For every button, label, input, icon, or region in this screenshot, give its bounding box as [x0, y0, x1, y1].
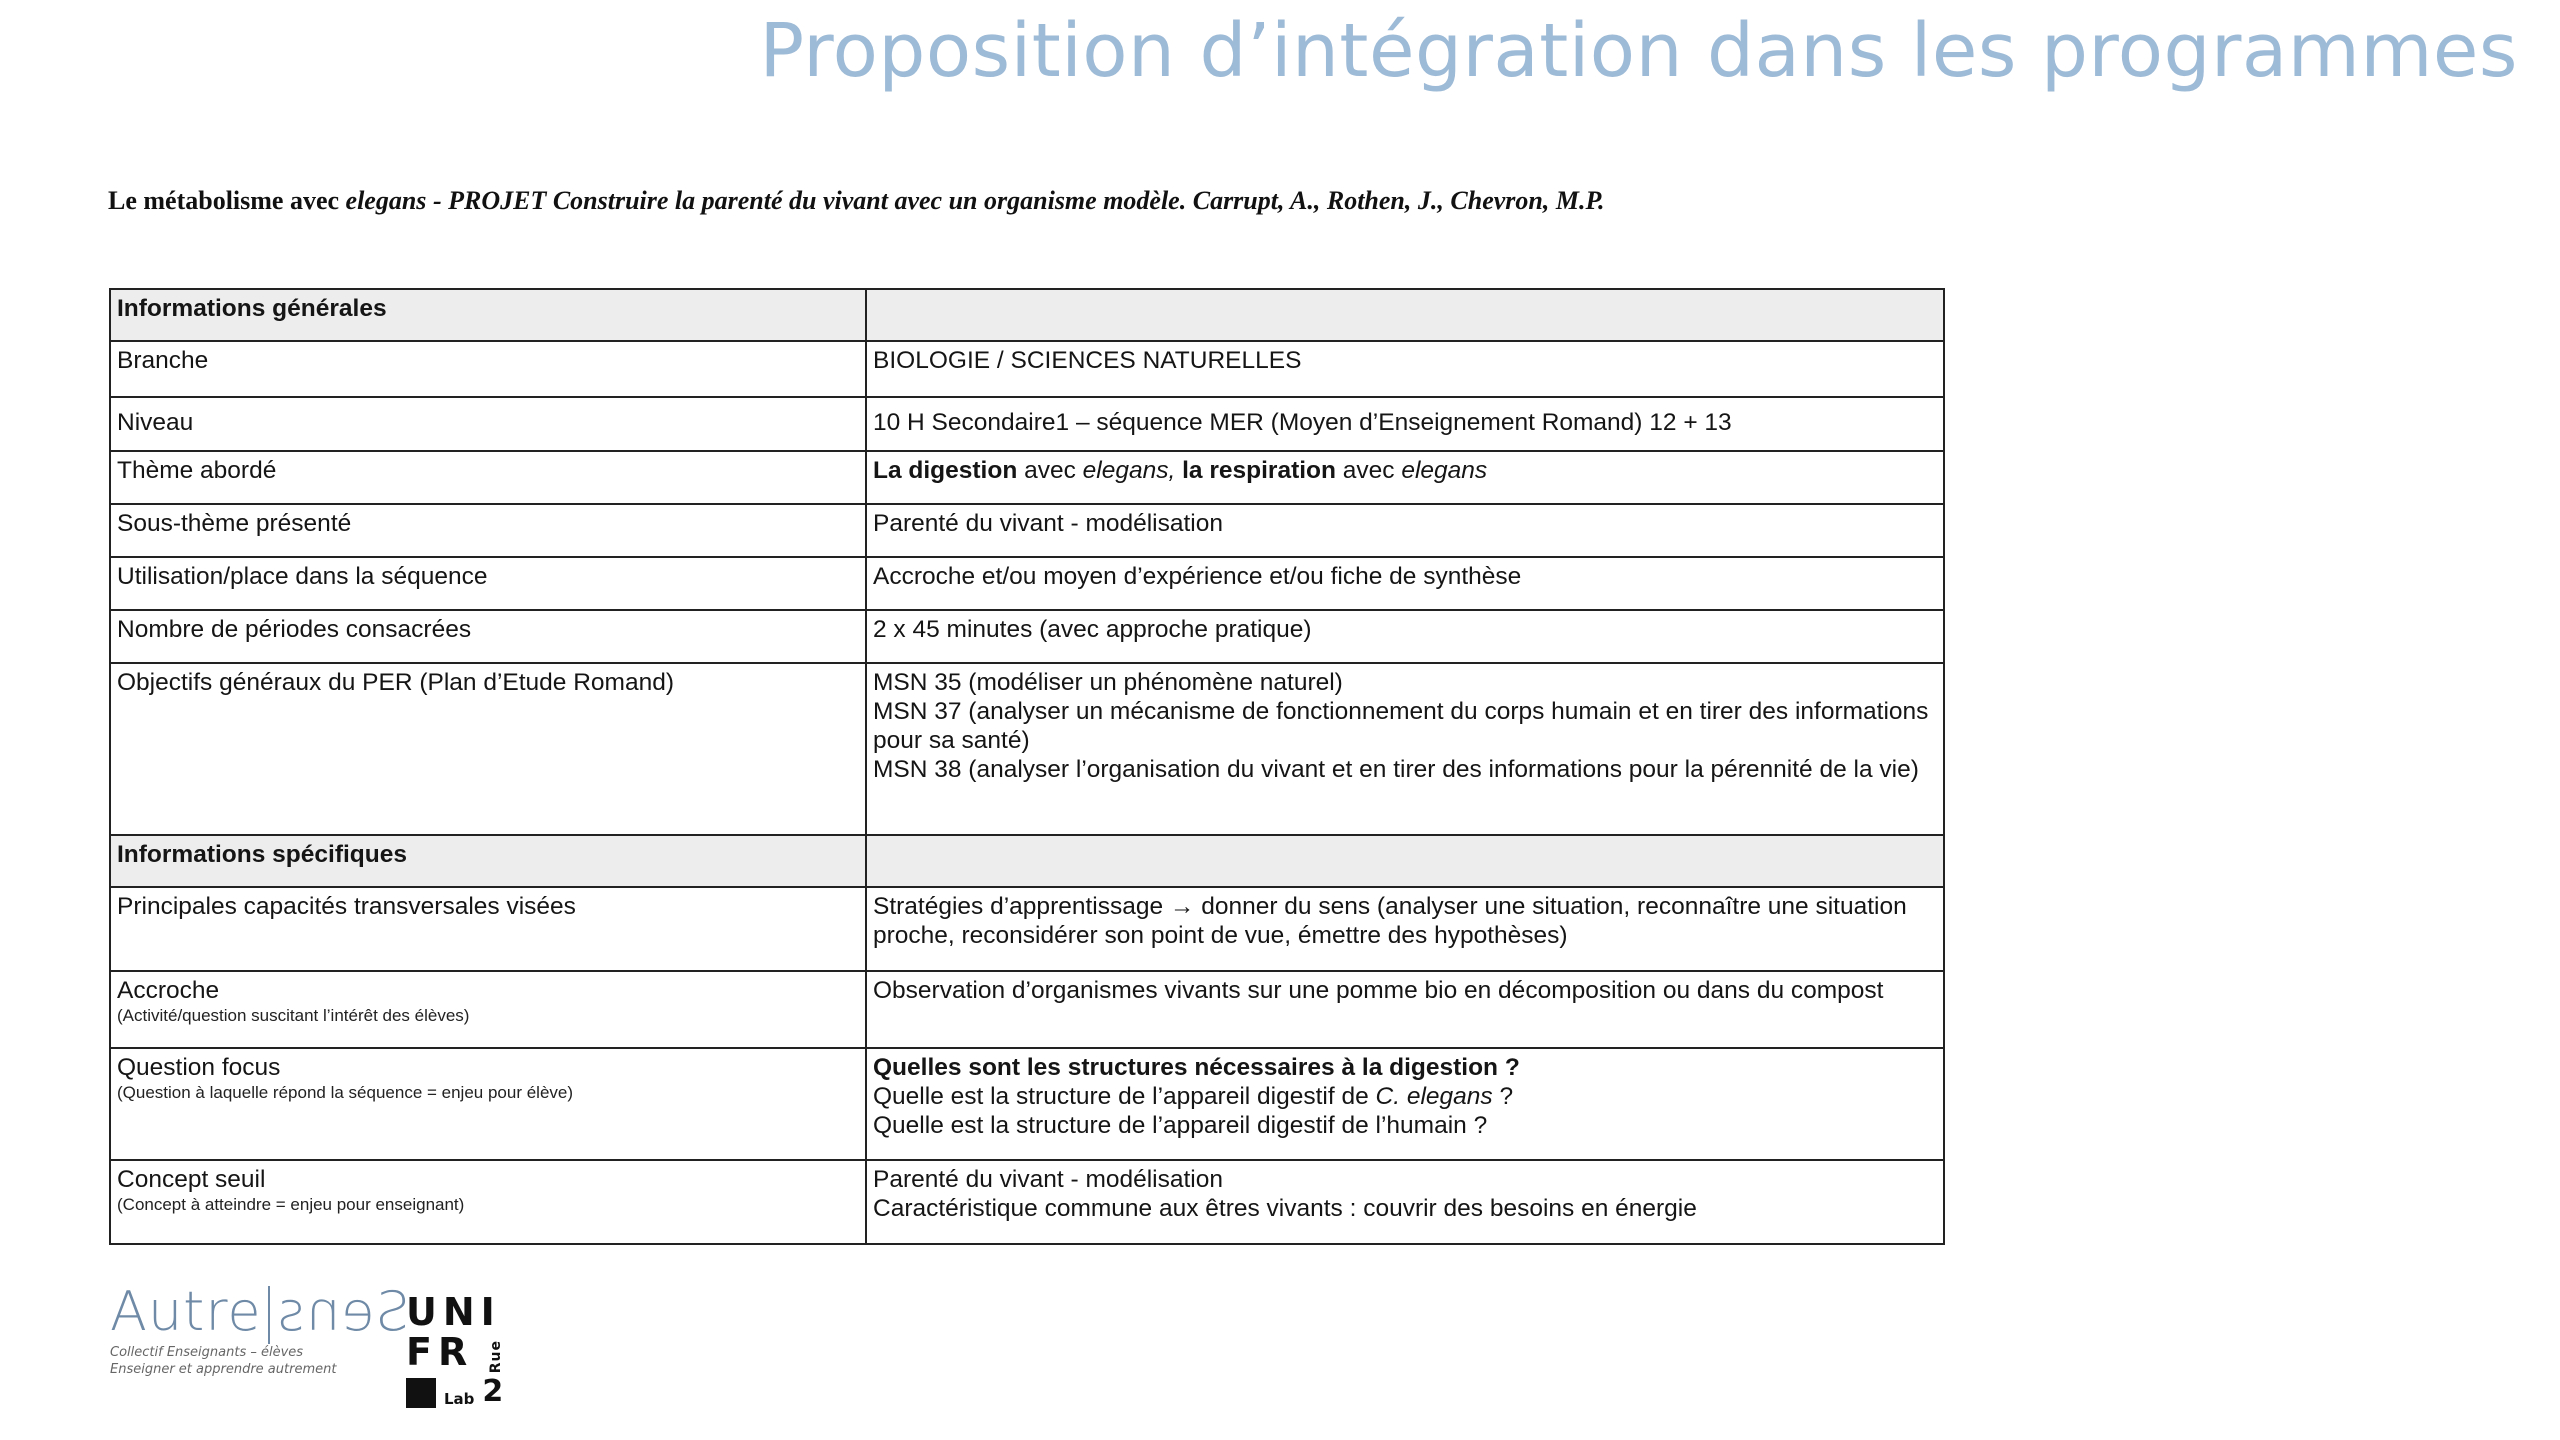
question-line-2b: C. elegans: [1375, 1083, 1493, 1110]
objectif-line: MSN 37 (analyser un mécanisme de fonctionnement du corps humain et en tirer des informations pour sa santé): [873, 698, 1929, 754]
table-row: [110, 663, 1944, 835]
section-header-empty: [866, 289, 1944, 341]
value-concept: [866, 1160, 1944, 1244]
theme-elegans-1: elegans,: [1082, 457, 1176, 484]
concept-subtitle: (Concept à atteindre = enjeu pour enseignant): [117, 1195, 465, 1214]
table-row: [110, 887, 1944, 971]
theme-avec-2: avec: [1335, 457, 1402, 484]
value-theme: [866, 451, 1944, 504]
table-row: [110, 1048, 1944, 1160]
question-line-1: Quelles sont les structures nécessaires à la digestion ?: [873, 1054, 1520, 1081]
question-line-2: [873, 1082, 1937, 1111]
table-row: [110, 341, 1944, 397]
unifr-line-2: FR: [406, 1330, 474, 1374]
heading-text-2: elegans: [345, 186, 427, 215]
section-header-empty: [866, 835, 1944, 887]
question-line-3: Quelle est la structure de l’appareil digestif de l’humain ?: [873, 1112, 1488, 1139]
value-question: [866, 1048, 1944, 1160]
value-niveau: 10 H Secondaire1 – séquence MER (Moyen d’Enseignement Romand) 12 + 13: [866, 397, 1944, 451]
table-row: [110, 557, 1944, 610]
accroche-title: Accroche: [117, 977, 220, 1004]
value-accroche: Observation d’organismes vivants sur une pomme bio en décomposition ou dans du compost: [866, 971, 1944, 1048]
value-utilisation: Accroche et/ou moyen d’expérience et/ou fiche de synthèse: [866, 557, 1944, 610]
label-question: [110, 1048, 866, 1160]
label-branche: Branche: [110, 341, 866, 397]
table-row: [110, 289, 1944, 341]
value-objectifs: [866, 663, 1944, 835]
label-capacites: Principales capacités transversales visées: [110, 887, 866, 971]
question-subtitle: (Question à laquelle répond la séquence = enjeu pour élève): [117, 1083, 574, 1102]
square-icon: [406, 1378, 436, 1408]
label-concept: [110, 1160, 866, 1244]
heading-text-1: Le métabolisme avec: [108, 186, 346, 215]
label-objectifs: Objectifs généraux du PER (Plan d’Etude Romand): [110, 663, 866, 835]
table-row: [110, 451, 1944, 504]
theme-respiration: la respiration: [1175, 457, 1336, 484]
unifr-line-1: UNI: [406, 1290, 501, 1334]
label-periodes: Nombre de périodes consacrées: [110, 610, 866, 663]
accroche-subtitle: (Activité/question suscitant l’intérêt des élèves): [117, 1006, 470, 1025]
autresens-tagline-1: Collectif Enseignants – élèves: [110, 1345, 304, 1361]
question-title: Question focus: [117, 1054, 281, 1081]
objectif-line: MSN 38 (analyser l’organisation du vivant et en tirer des informations pour la pérennité de la vie): [873, 756, 1919, 783]
section-header-specific: Informations spécifiques: [110, 835, 866, 887]
label-utilisation: Utilisation/place dans la séquence: [110, 557, 866, 610]
table-row: [110, 971, 1944, 1048]
info-table: [109, 288, 1945, 1245]
table-row: [110, 1160, 1944, 1244]
question-line-2c: ?: [1492, 1083, 1514, 1110]
theme-digestion: La digestion: [873, 457, 1018, 484]
value-sous-theme: Parenté du vivant - modélisation: [866, 504, 1944, 557]
autresens-separator: [268, 1286, 270, 1344]
label-niveau: Niveau: [110, 397, 866, 451]
theme-elegans-2: elegans: [1401, 457, 1488, 484]
question-line-2a: Quelle est la structure de l’appareil digestif de: [873, 1083, 1376, 1110]
theme-avec-1: avec: [1017, 457, 1083, 484]
label-accroche: [110, 971, 866, 1048]
autresens-tagline-2: Enseigner et apprendre autrement: [110, 1362, 337, 1378]
heading-text-3: - PROJET Construire la parenté du vivant avec un organisme modèle. Carrupt, A., Rothen, J., Chevron, M.P.: [426, 186, 1605, 215]
concept-line-1: Parenté du vivant - modélisation: [873, 1166, 1223, 1193]
unifr-bottom-row: [406, 1376, 503, 1408]
unifr-two-label: 2: [482, 1374, 504, 1409]
objectif-line: MSN 35 (modéliser un phénomène naturel): [873, 669, 1343, 696]
value-branche: BIOLOGIE / SCIENCES NATURELLES: [866, 341, 1944, 397]
section-header-general: Informations générales: [110, 289, 866, 341]
table-row: [110, 504, 1944, 557]
autresens-left: Autre: [110, 1280, 262, 1343]
table-row: [110, 835, 1944, 887]
unifr-rue2-logo: [406, 1292, 516, 1412]
value-periodes: 2 x 45 minutes (avec approche pratique): [866, 610, 1944, 663]
autresens-wordmark: [110, 1280, 410, 1344]
autresens-right: Sens: [275, 1280, 410, 1343]
label-sous-theme: Sous-thème présenté: [110, 504, 866, 557]
document-heading: [108, 182, 1708, 219]
unifr-lab-label: Lab: [444, 1390, 475, 1408]
autresens-logo: [110, 1280, 410, 1392]
concept-line-2: Caractéristique commune aux êtres vivants : couvrir des besoins en énergie: [873, 1195, 1697, 1222]
unifr-rue-label: Rue: [488, 1340, 504, 1374]
table-row: [110, 397, 1944, 451]
table-row: [110, 610, 1944, 663]
concept-title: Concept seuil: [117, 1166, 266, 1193]
label-theme: Thème abordé: [110, 451, 866, 504]
value-capacites: Stratégies d’apprentissage → donner du sens (analyser une situation, reconnaître une situation proche, reconsidérer son point de vue, émettre des hypothèses): [866, 887, 1944, 971]
slide-title: Proposition d’intégration dans les programmes: [759, 8, 2518, 94]
